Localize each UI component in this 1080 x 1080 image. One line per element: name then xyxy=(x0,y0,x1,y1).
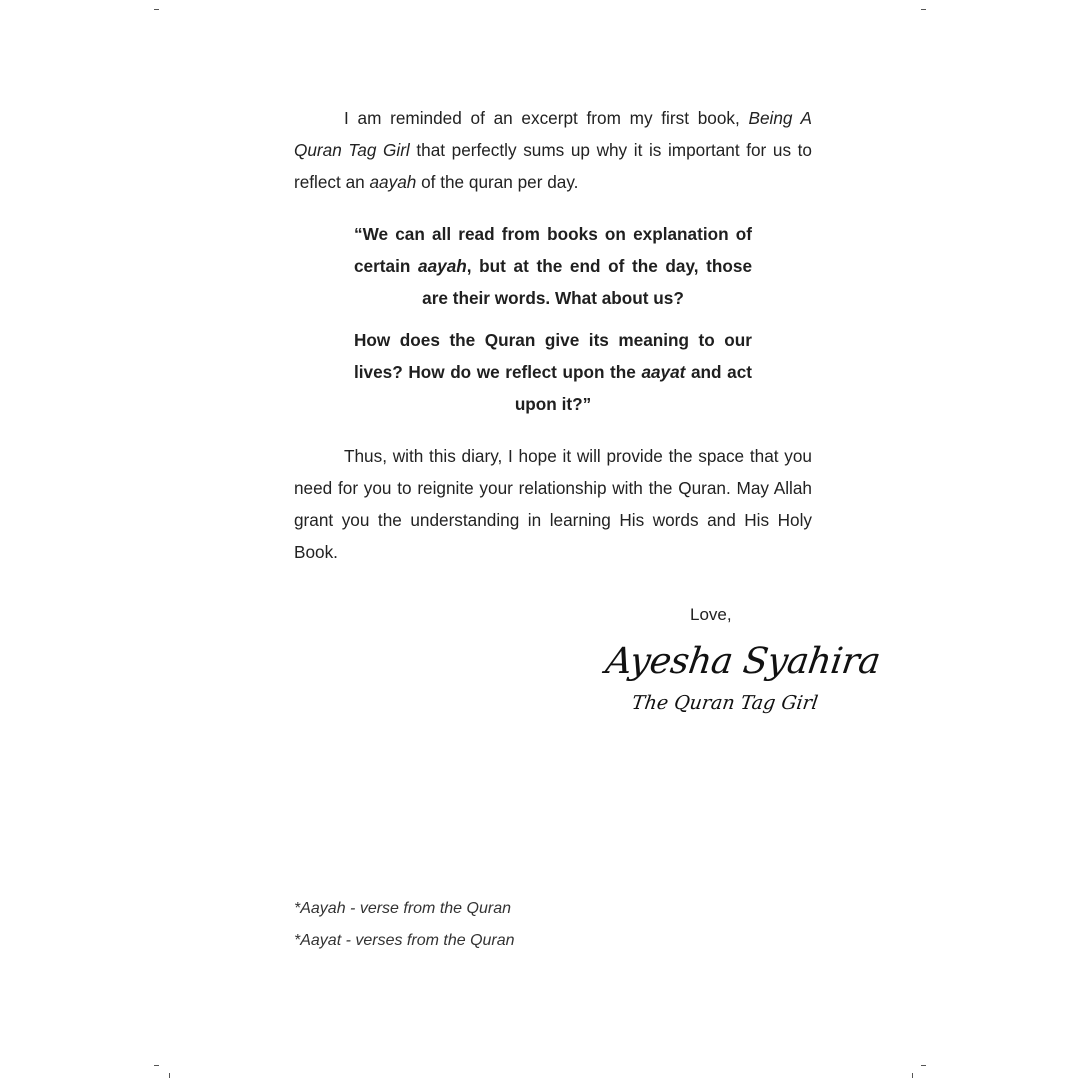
intro-text-3: of the quran per day. xyxy=(416,172,579,192)
footnote-aayat: *Aayat - verses from the Quran xyxy=(294,932,515,949)
quote2-text-1: How does the Quran give its meaning to our lives? How do we reflect upon the xyxy=(354,330,752,382)
footnotes xyxy=(294,893,515,957)
book-title: Being A Quran Tag Girl xyxy=(294,108,813,160)
quote1-text-2: , but at the end of the day, those are their words. What about us? xyxy=(422,256,752,308)
intro-term: aayah xyxy=(369,172,417,192)
closing-text: Thus, with this diary, I hope it will provide the space that you need for you to reignite your relationship with the Quran. May Allah grant you the understanding in learning His words and His Holy Book. xyxy=(294,446,812,562)
quote-paragraph-1 xyxy=(354,218,752,314)
footnote-aayah: *Aayah - verse from the Quran xyxy=(294,900,511,917)
crop-mark-top-right xyxy=(921,9,926,10)
quote-paragraph-2 xyxy=(354,324,752,420)
closing-paragraph xyxy=(294,440,812,568)
closing-paragraph-block xyxy=(294,440,812,568)
quote1-term: aayah xyxy=(418,256,467,276)
quote-block xyxy=(354,218,752,420)
signature-title: The Quran Tag Girl xyxy=(630,692,820,714)
quote2-text-2: and act upon it?” xyxy=(514,362,752,414)
intro-paragraph xyxy=(294,102,812,198)
quote2-term: aayat xyxy=(641,362,686,382)
signature xyxy=(603,640,883,730)
crop-mark-bottom-left xyxy=(154,1065,159,1066)
intro-paragraph-block xyxy=(294,102,812,198)
quote1-text-1: “We can all read from books on explanation of certain xyxy=(354,224,752,276)
intro-text-2: that perfectly sums up why it is important for us to reflect an xyxy=(294,140,812,192)
crop-mark-top-left xyxy=(154,9,159,10)
crop-mark-bottom-right xyxy=(921,1065,926,1066)
crop-mark-bottom-right-v xyxy=(912,1073,913,1078)
crop-mark-bottom-left-v xyxy=(169,1073,170,1078)
signoff: Love, xyxy=(690,605,732,624)
intro-text-1: I am reminded of an excerpt from my first book, xyxy=(344,108,749,128)
signature-name: Ayesha Syahira xyxy=(603,641,883,682)
